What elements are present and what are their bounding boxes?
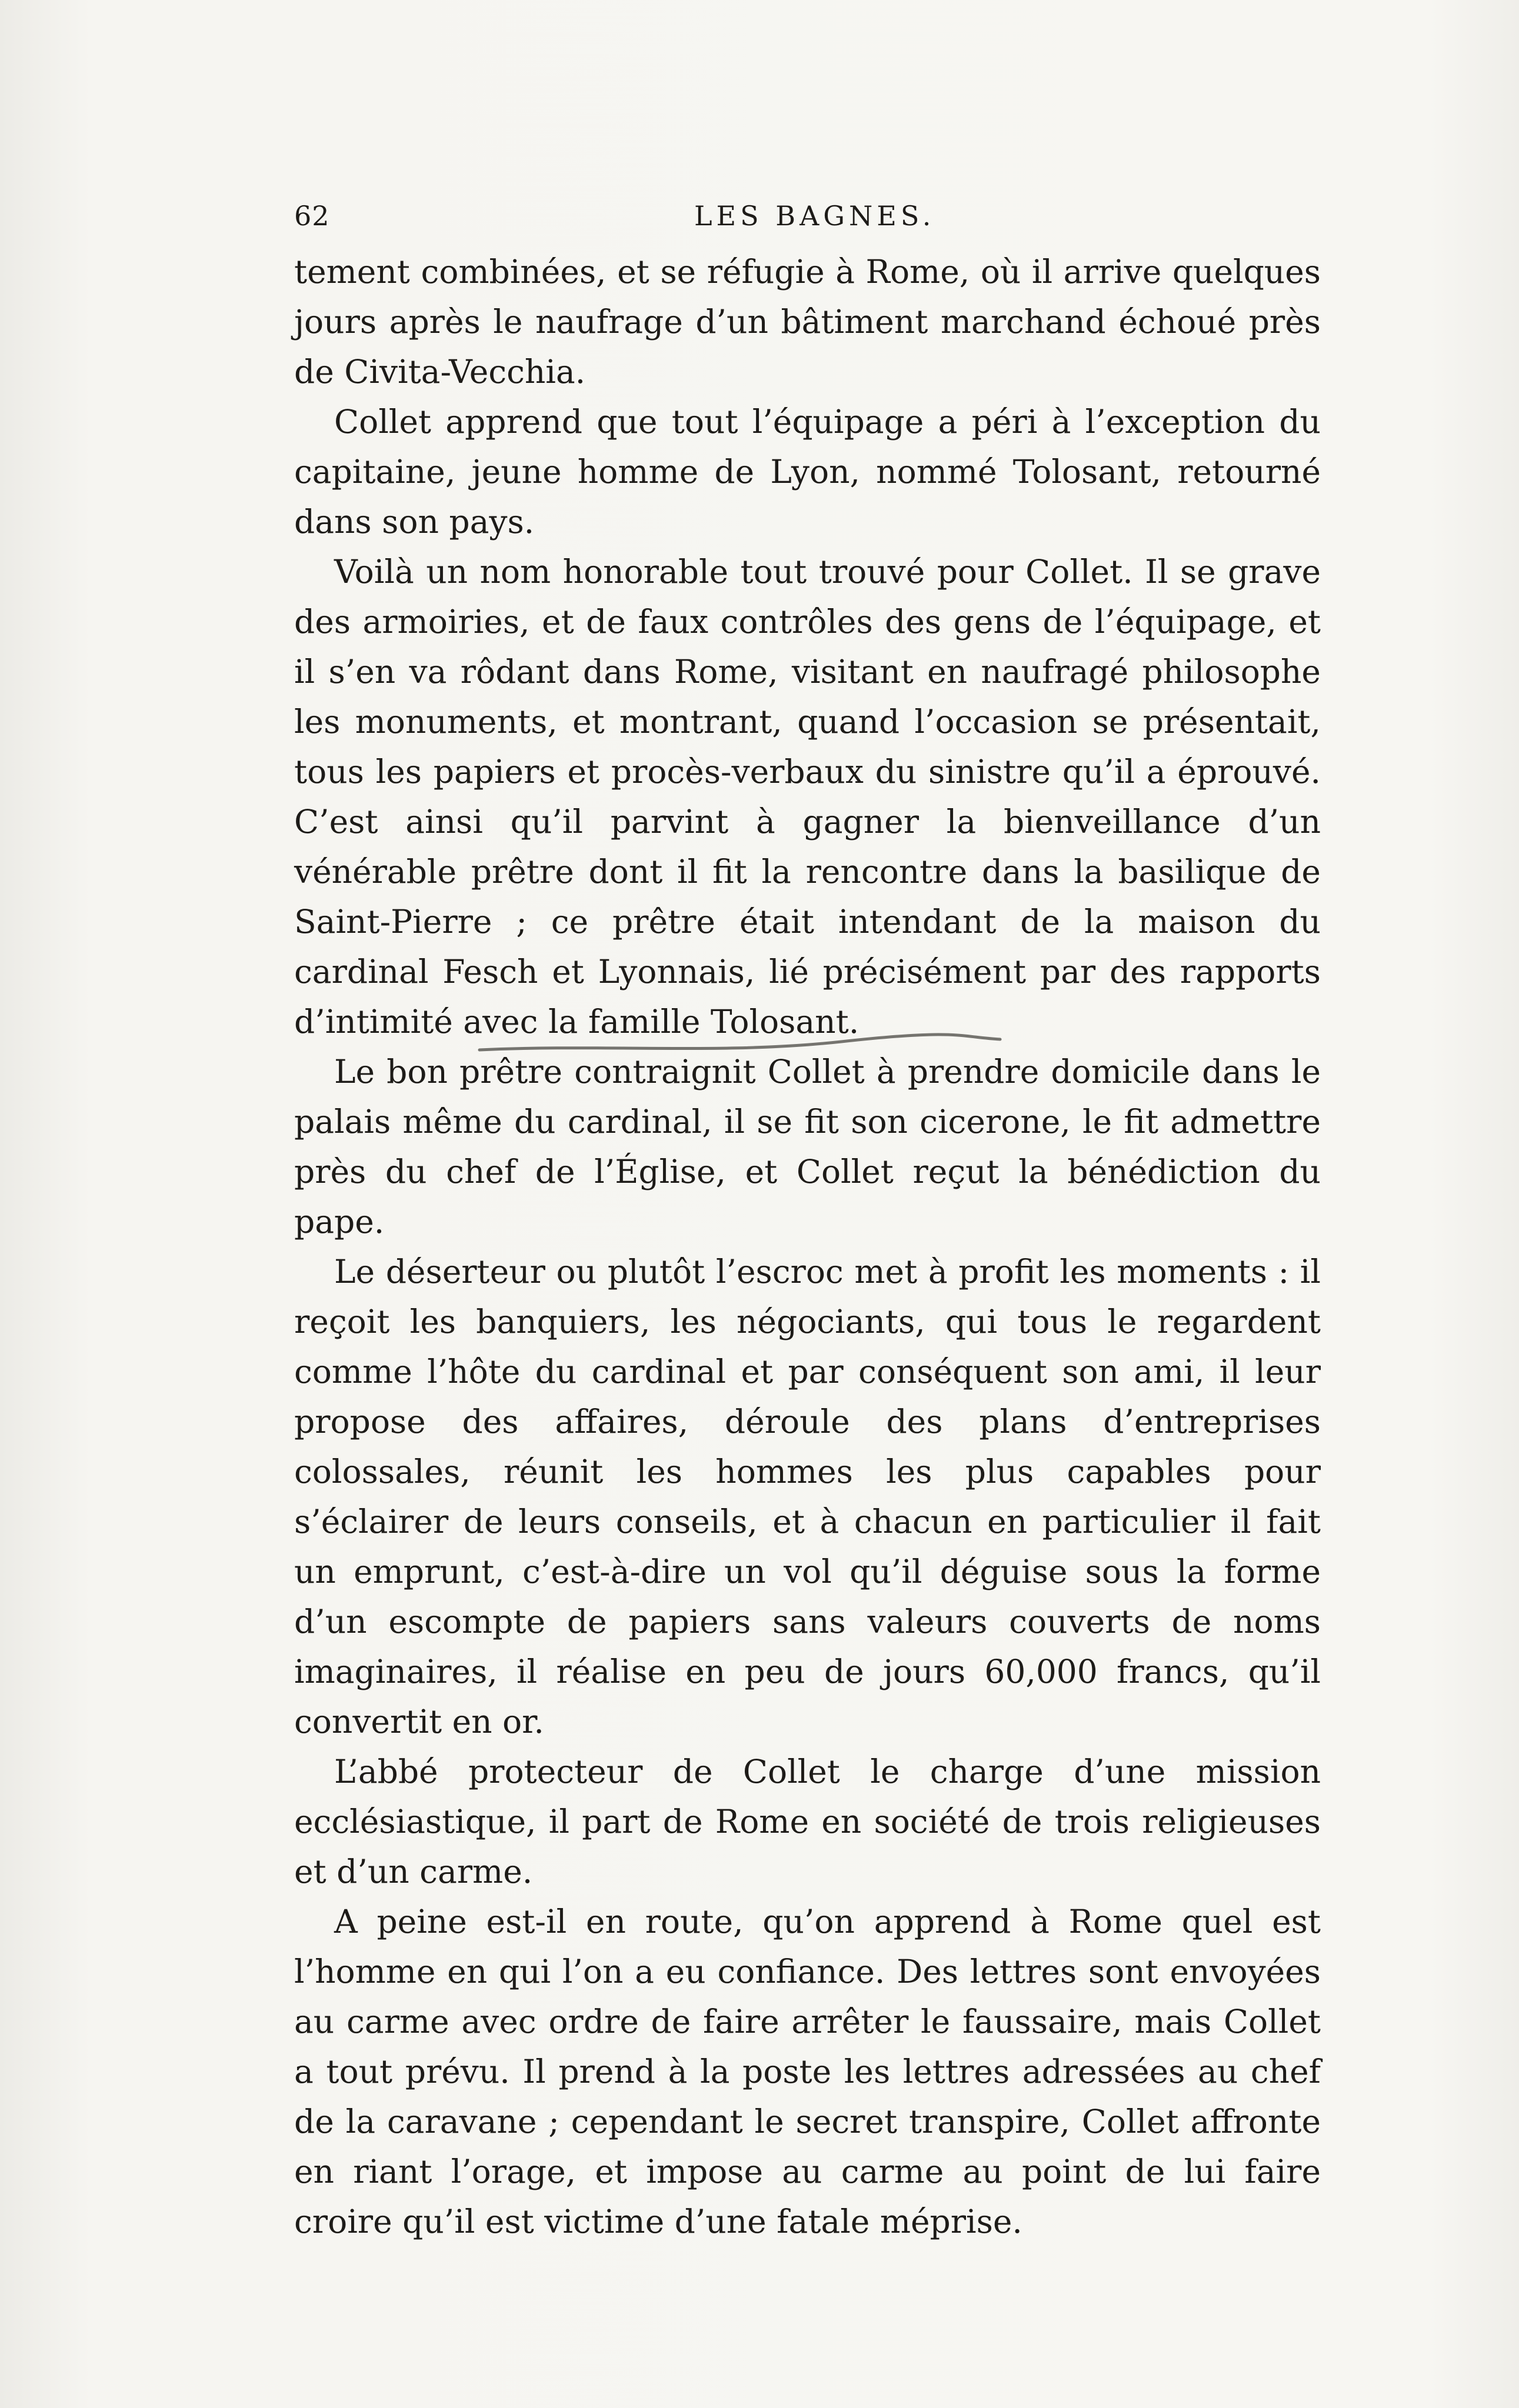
page-number: 62: [294, 200, 330, 232]
running-title: LES BAGNES.: [694, 200, 935, 232]
paragraph: tement combinées, et se réfugie à Rome, où il arrive quelques jours après le naufrage d’un bâtiment marchand échoué près de Civita-Vecchia.: [294, 253, 1321, 391]
paragraph: Le déserteur ou plutôt l’escroc met à profit les moments : il reçoit les banquiers, les négociants, qui tous le regardent comme l’hôte du cardinal et par conséquent son ami, il leur propose des affaires, déroule des plans d’entreprises colossales, réunit les hommes les plus capables pour s’éclairer de leurs conseils, et à chacun en particulier il fait un emprunt, c’est-à-dire un vol qu’il déguise sous la forme d’un escompte de papiers sans valeurs couverts de noms imaginaires, il réalise en peu de jours 60,000 francs, qu’il convertit en or.: [294, 1253, 1321, 1740]
body-text: [294, 247, 1321, 2247]
paragraph: Collet apprend que tout l’équipage a péri à l’exception du capitaine, jeune homme de Lyon, nommé Tolosant, retourné dans son pays.: [294, 403, 1321, 541]
paragraph: L’abbé protecteur de Collet le charge d’une mission ecclésiastique, il part de Rome en société de trois religieuses et d’un carme.: [294, 1753, 1321, 1890]
paragraph: A peine est-il en route, qu’on apprend à Rome quel est l’homme en qui l’on a eu confiance. Des lettres sont envoyées au carme avec ordre de faire arrêter le faussaire, mais Collet a tout prévu. Il prend à la poste les lettres adressées au chef de la caravane ; cependant le secret transpire, Collet affronte en riant l’orage, et impose au carme au point de lui faire croire qu’il est victime d’une fatale méprise.: [294, 1903, 1321, 2240]
paragraph: Le bon prêtre contraignit Collet à prendre domicile dans le palais même du cardinal, il se fit son cicerone, le fit admettre près du chef de l’Église, et Collet reçut la bénédiction du pape.: [294, 1053, 1321, 1240]
paragraph: Voilà un nom honorable tout trouvé pour Collet. Il se grave des armoiries, et de faux contrôles des gens de l’équipage, et il s’en va rôdant dans Rome, visitant en naufragé philosophe les monuments, et montrant, quand l’occasion se présentait, tous les papiers et procès-verbaux du sinistre qu’il a éprouvé. C’est ainsi qu’il parvint à gagner la bienveillance d’un vénérable prêtre dont il fit la rencontre dans la basilique de Saint-Pierre ; ce prêtre était intendant de la maison du cardinal Fesch et Lyonnais, lié précisément par des rapports d’intimité avec la famille Tolosant.: [294, 553, 1321, 1040]
